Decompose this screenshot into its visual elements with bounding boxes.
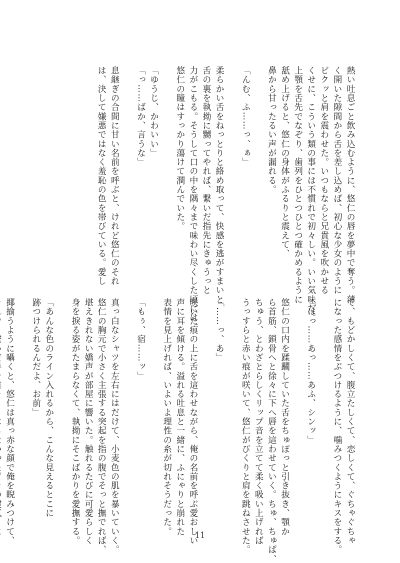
text-line bbox=[160, 66, 173, 272]
text-line: 咲いた痕の上に舌を這わせながら、俺の名前を呼ぶ愛おしい bbox=[187, 298, 198, 546]
text-line: 揶揄うように囁くと、悠仁は真っ赤な顔で俺を睨みつけて、 bbox=[4, 298, 15, 546]
text-line: くせに、こういう類の事には不慣れで初々しい。いい気味だ。 bbox=[305, 66, 316, 323]
text-line: 悠仁の瞳はすっかり蕩けて潤んでいた。 bbox=[174, 66, 185, 231]
text-line: 柔らかい舌をねっとりと絡め取って、快感を逃がすまいと bbox=[214, 66, 225, 304]
text-line: 「っ……ばか、言うな」 bbox=[135, 66, 146, 167]
text-line: く開いた隙間から舌を差し込めば、初心な少女のように bbox=[331, 66, 342, 295]
text-line: 「ゆうじ、かわいい」 bbox=[148, 66, 159, 158]
text-line: 声に耳を傾ける。溢れる吐息と一緒に、ふにゃりと崩れた bbox=[174, 298, 185, 536]
text-line bbox=[120, 66, 133, 272]
text-line bbox=[55, 298, 68, 512]
text-line: 舐め上げると、悠仁の身体がふるりと震えて、 bbox=[279, 66, 290, 259]
text-line: 上顎を舌先でなぞり、歯列をひとつひとつ確かめるように bbox=[292, 66, 303, 304]
text-line: は、決して嫌悪ではなく羞恥の色を帯びている。愛し bbox=[96, 66, 107, 286]
text-line: うっすらと赤い痕が咲いて、悠仁がびくりと肩を跳ねさせた。 bbox=[240, 298, 251, 555]
text-line: 堪えきれない嬌声が部屋に響いた。触れるたびに可愛らしく bbox=[83, 298, 94, 546]
text-line: 舌の裏を執拗に嬲ってやれば、繋いだ指先にきゅうっと bbox=[200, 66, 211, 295]
text-line: 「んむ、ふ……っ、ぁ」 bbox=[240, 66, 251, 167]
text-line: 「もぅ、宿……ッ」 bbox=[135, 298, 146, 381]
text-line bbox=[120, 298, 133, 512]
text-line: 身を捩る姿がたまらなくて、執拗にそこばかりを愛撫する。 bbox=[70, 298, 81, 546]
text-line bbox=[147, 298, 160, 512]
text-line bbox=[291, 298, 304, 512]
text-line: 鼻から甘ったるい声が漏れる。 bbox=[266, 66, 277, 195]
text-line: ら首筋、鎖骨へと徐々に下へ唇を這わせていく。ちゅ、ちゅぱ、 bbox=[266, 298, 277, 563]
text-line: 真っ白なシャツを左右にはだけて、小麦色の肌を暴いていく。 bbox=[109, 298, 120, 555]
page-number: 11 bbox=[194, 531, 206, 540]
text-line: て、もどかしくて、腹立たしくて、恋しくて、ぐちゃぐちゃ bbox=[345, 298, 355, 546]
text-line bbox=[251, 66, 264, 272]
text-line bbox=[317, 298, 330, 512]
text-line bbox=[225, 66, 238, 272]
text-line: 「あんな色のライン入れるから、こんな見えるとこに bbox=[43, 298, 54, 518]
text-line: 力がこもる。そうして口の中を隅々まで味わい尽くした頃には、 bbox=[187, 66, 198, 332]
text-line bbox=[199, 298, 212, 512]
text-line: 「はっ……あっ……あふ、シンッ」 bbox=[305, 298, 316, 445]
text-line bbox=[16, 298, 29, 512]
text-line: 息継ぎの合間に甘い名前を呼ぶと、けれど悠仁のそれ bbox=[109, 66, 120, 286]
text-line: 悠仁の口内を蹂躙していた舌をちゅぽっと引き抜き、顎か bbox=[279, 298, 290, 536]
text-line: 熱い吐息ごと飲み込むように、悠仁の唇を夢中で奪う。薄 bbox=[345, 66, 355, 304]
text-line bbox=[225, 298, 238, 512]
text-line: 跡つけられるんだよ、お前」 bbox=[30, 298, 41, 417]
text-line: になった感情をぶつけるように、噛みつくようにキスをする。 bbox=[331, 298, 342, 555]
text-line: ビクッと肩を震わせた。いつもならと兄貴風を吹かせる bbox=[318, 66, 329, 295]
text-line: 「……っ、あ」 bbox=[214, 298, 225, 363]
text-line: ちゅう、とわざとらしくリップ音を立てて柔く吸い上げれば bbox=[253, 298, 264, 546]
text-line: 悠仁の胸元で小さく主張する突起を指の腹でそっと撫でれば、 bbox=[96, 298, 107, 555]
text-line: 表情を見上げれば、いよいよ理性の糸が切れそうだった。 bbox=[161, 298, 172, 536]
